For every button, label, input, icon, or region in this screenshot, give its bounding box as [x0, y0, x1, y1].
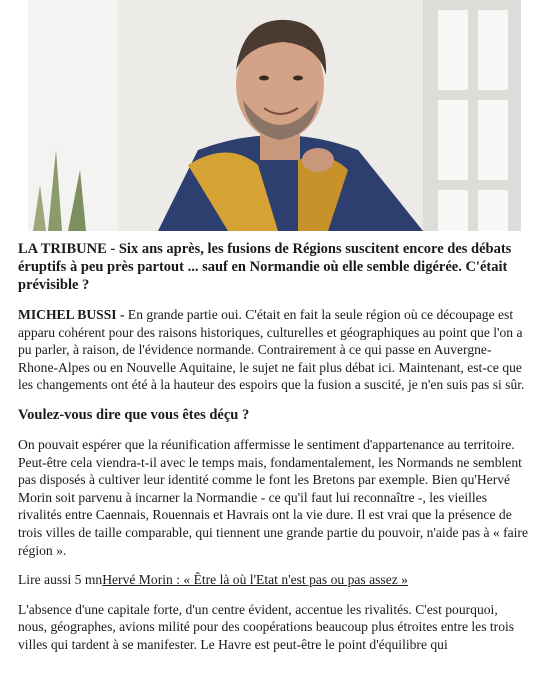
read-also: [18, 571, 528, 589]
answer-1-speaker: MICHEL BUSSI -: [18, 307, 125, 322]
read-also-prefix: Lire aussi 5 mn: [18, 572, 103, 588]
question-1-text: Six ans après, les fusions de Régions suscitent encore des débats éruptifs à peu près partout ... sauf en Normandie où elle semble digérée. C'était prévisible ?: [18, 241, 512, 293]
answer-1: [18, 306, 528, 394]
answer-3: L'absence d'une capitale forte, d'un centre évident, accentue les rivalités. C'est pourquoi, nous, géographes, avions milité pour des coopérations beaucoup plus étroites entre les trois villes qui tardent à se manifester. Le Havre est peut-être le point d'équilibre qui: [18, 601, 515, 652]
article-photo: [28, 0, 521, 231]
answer-2: On pouvait espérer que la réunification affermisse le sentiment d'appartenance au territoire. Peut-être cela viendra-t-il avec le temps mais, fondamentalement, les Normands ne semblent pas disposés à cultiver leur identité comme le font les Bretons par exemple. Bien qu'Hervé Morin soit parvenu à incarner la Normandie - ce qu'il faut lui reconnaître -, les vieilles rivalités entre Caennais, Rouennais et Havrais ont la vie dure. Il est vrai que la présence de trois villes de taille comparable, qui tiennent une grande partie du pouvoir, n'aide pas à « faire région ».: [18, 436, 528, 558]
read-also-link[interactable]: Hervé Morin : « Être là où l'Etat n'est pas ou pas assez »: [102, 572, 408, 588]
question-1-label: LA TRIBUNE -: [18, 241, 116, 257]
question-2: Voulez-vous dire que vous êtes déçu ?: [18, 406, 250, 423]
article-body: [18, 240, 528, 666]
answer-1-text: En grande partie oui. C'était en fait la seule région où ce découpage est apparu cohérent pour des raisons historiques, culturelles et géographiques au point que l'on a pu parler, à raison, de l'évidence normande. Contrairement à ce qui passe en Auvergne-Rhone-Alpes ou en Nouvelle Aquitaine, le sujet ne fait plus débat ici. Maintenant, est-ce que les changements ont été à la hauteur des espoirs que la fusion a suscité, je n'en suis pas si sûr.: [18, 307, 525, 393]
portrait-image: [28, 0, 521, 231]
question-1: [18, 240, 528, 294]
